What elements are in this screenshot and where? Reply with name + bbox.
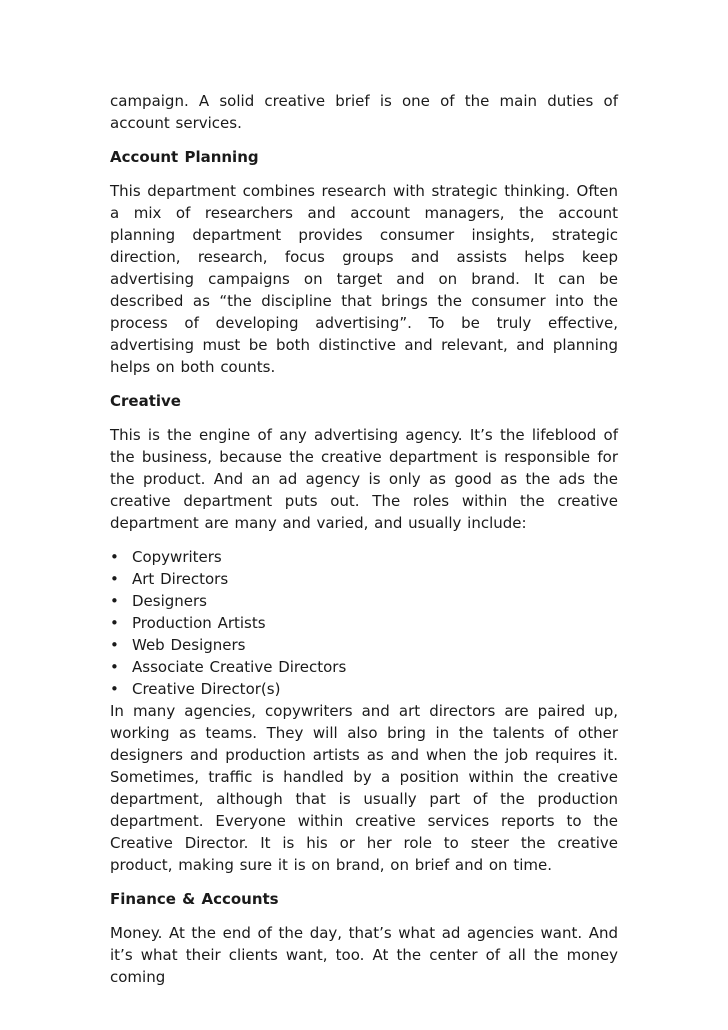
list-item-label: Creative Director(s) bbox=[132, 680, 281, 698]
bullet-icon: • bbox=[110, 658, 119, 676]
heading-finance-accounts: Finance & Accounts bbox=[110, 890, 279, 908]
intro-paragraph: campaign. A solid creative brief is one of the main duties of account services. bbox=[110, 92, 618, 132]
list-item-label: Designers bbox=[132, 592, 207, 610]
list-item bbox=[110, 546, 618, 568]
bullet-icon: • bbox=[110, 570, 119, 588]
finance-paragraph: Money. At the end of the day, that’s what ad agencies want. And it’s what their clients want, too. At the center of all the money coming bbox=[110, 924, 618, 986]
list-item-label: Copywriters bbox=[132, 548, 222, 566]
creative-paragraph: This is the engine of any advertising agency. It’s the lifeblood of the business, because the creative department is responsible for the product. And an ad agency is only as good as the ads the creative department puts out. The roles within the creative department are many and varied, and usually include: bbox=[110, 426, 618, 532]
list-item bbox=[110, 568, 618, 590]
list-item bbox=[110, 590, 618, 612]
document-page bbox=[110, 90, 618, 988]
list-item bbox=[110, 612, 618, 634]
list-item-label: Web Designers bbox=[132, 636, 246, 654]
list-item bbox=[110, 634, 618, 656]
heading-creative: Creative bbox=[110, 392, 181, 410]
bullet-icon: • bbox=[110, 680, 119, 698]
creative-closing-paragraph: In many agencies, copywriters and art directors are paired up, working as teams. They will also bring in the talents of other designers and production artists as and when the job requires it. Sometimes, traffic is handled by a position within the creative department, although that is usually part of the production department. Everyone within creative services reports to the Creative Director. It is his or her role to steer the creative product, making sure it is on brand, on brief and on time. bbox=[110, 702, 618, 874]
list-item bbox=[110, 678, 618, 700]
bullet-icon: • bbox=[110, 614, 119, 632]
list-item-label: Art Directors bbox=[132, 570, 229, 588]
list-item bbox=[110, 656, 618, 678]
bullet-icon: • bbox=[110, 592, 119, 610]
bullet-icon: • bbox=[110, 636, 119, 654]
heading-account-planning: Account Planning bbox=[110, 148, 259, 166]
bullet-icon: • bbox=[110, 548, 119, 566]
list-item-label: Production Artists bbox=[132, 614, 266, 632]
account-planning-paragraph: This department combines research with strategic thinking. Often a mix of researchers and account managers, the account planning department provides consumer insights, strategic direction, research, focus groups and assists helps keep advertising campaigns on target and on brand. It can be described as “the discipline that brings the consumer into the process of developing advertising”. To be truly effective, advertising must be both distinctive and relevant, and planning helps on both counts. bbox=[110, 182, 618, 376]
list-item-label: Associate Creative Directors bbox=[132, 658, 347, 676]
creative-roles-list bbox=[110, 546, 618, 700]
